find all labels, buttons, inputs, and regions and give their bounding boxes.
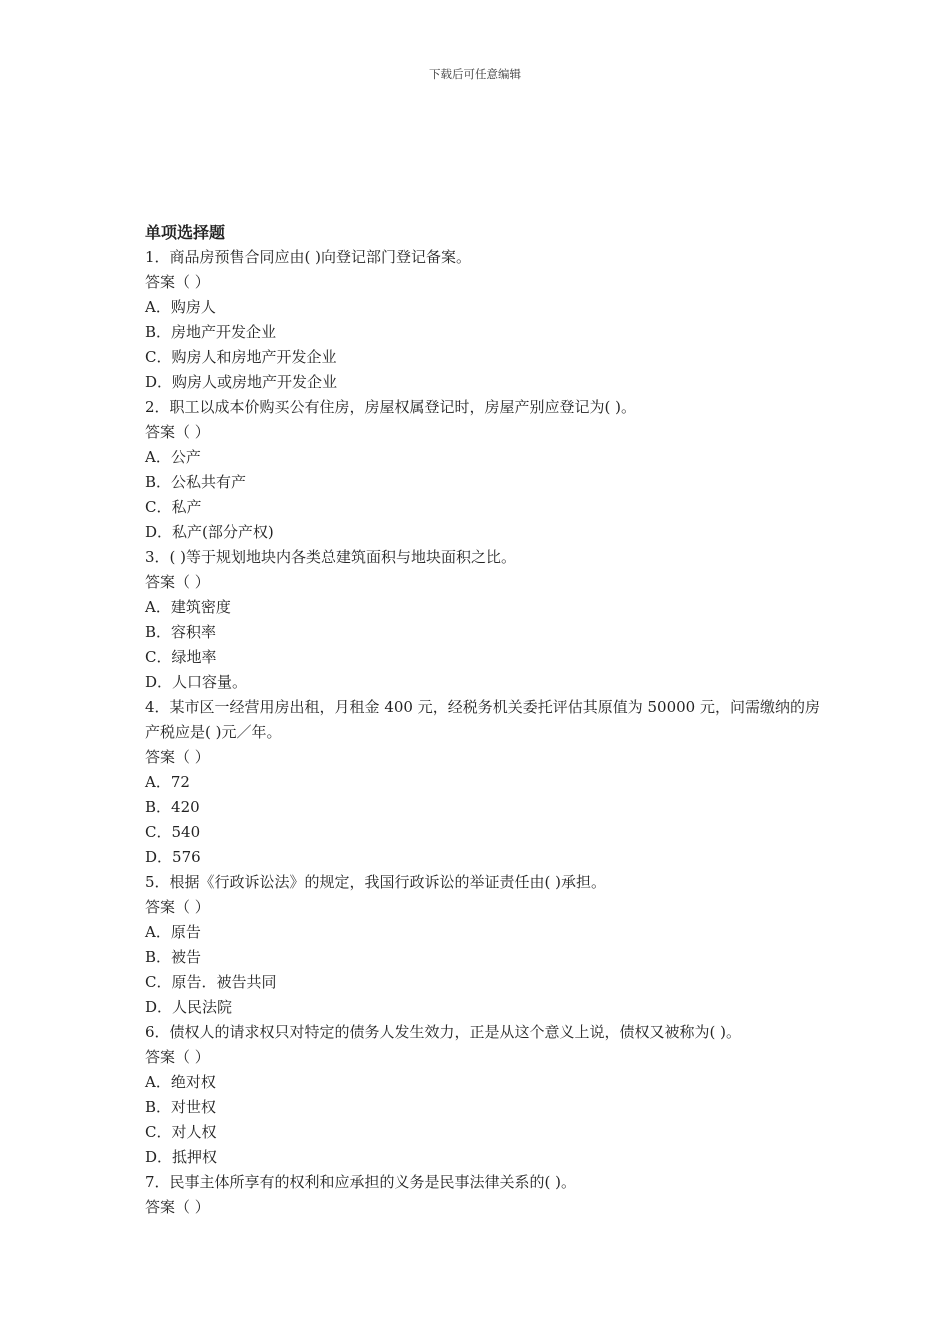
option-d: D．人民法院: [145, 998, 233, 1016]
option-b: B．房地产开发企业: [145, 323, 277, 341]
question-stem: 4．某市区一经营用房出租，月租金 400 元，经税务机关委托评估其原值为 50000 元，问需缴纳的房产税应是( )元／年。: [145, 698, 820, 741]
option-b: B．被告: [145, 948, 202, 966]
question-stem: 2．职工以成本价购买公有住房，房屋权属登记时，房屋产别应登记为( )。: [145, 398, 637, 416]
question-6: [145, 1020, 825, 1170]
option-b: B．公私共有产: [145, 473, 247, 491]
question-stem: 3．( )等于规划地块内各类总建筑面积与地块面积之比。: [145, 548, 517, 566]
option-a: A．购房人: [145, 298, 216, 316]
question-2: [145, 395, 825, 545]
section-title: 单项选择题: [145, 223, 226, 242]
option-d: D．私产(部分产权): [145, 523, 274, 541]
answer-line: 答案（ ）: [145, 1198, 210, 1216]
question-stem: 1．商品房预售合同应由( )向登记部门登记备案。: [145, 248, 472, 266]
option-b: B．对世权: [145, 1098, 217, 1116]
option-c: C．绿地率: [145, 648, 217, 666]
option-d: D．576: [145, 848, 201, 866]
question-stem: 6．债权人的请求权只对特定的债务人发生效力，正是从这个意义上说，债权又被称为( )。: [145, 1023, 742, 1041]
question-5: [145, 870, 825, 1020]
option-d: D．人口容量。: [145, 673, 248, 691]
answer-line: 答案（ ）: [145, 423, 210, 441]
answer-line: 答案（ ）: [145, 898, 210, 916]
question-1: [145, 245, 825, 395]
answer-line: 答案（ ）: [145, 748, 210, 766]
question-7: [145, 1170, 825, 1220]
option-c: C．购房人和房地产开发企业: [145, 348, 337, 366]
option-a: A．公产: [145, 448, 201, 466]
option-a: A．原告: [145, 923, 201, 941]
option-a: A．建筑密度: [145, 598, 231, 616]
option-a: A．绝对权: [145, 1073, 216, 1091]
question-stem: 5．根据《行政诉讼法》的规定，我国行政诉讼的举证责任由( )承担。: [145, 873, 607, 891]
option-c: C．540: [145, 823, 201, 841]
header-note: 下载后可任意编辑: [429, 67, 521, 81]
option-c: C．原告．被告共同: [145, 973, 277, 991]
option-b: B．容积率: [145, 623, 217, 641]
question-stem: 7．民事主体所享有的权利和应承担的义务是民事法律关系的( )。: [145, 1173, 577, 1191]
option-c: C．对人权: [145, 1123, 217, 1141]
answer-line: 答案（ ）: [145, 1048, 210, 1066]
document-body: [145, 220, 825, 1220]
answer-line: 答案（ ）: [145, 273, 210, 291]
option-b: B．420: [145, 798, 200, 816]
answer-line: 答案（ ）: [145, 573, 210, 591]
question-3: [145, 545, 825, 695]
option-d: D．购房人或房地产开发企业: [145, 373, 338, 391]
option-c: C．私产: [145, 498, 202, 516]
option-a: A．72: [145, 773, 190, 791]
option-d: D．抵押权: [145, 1148, 218, 1166]
question-4: [145, 695, 825, 870]
